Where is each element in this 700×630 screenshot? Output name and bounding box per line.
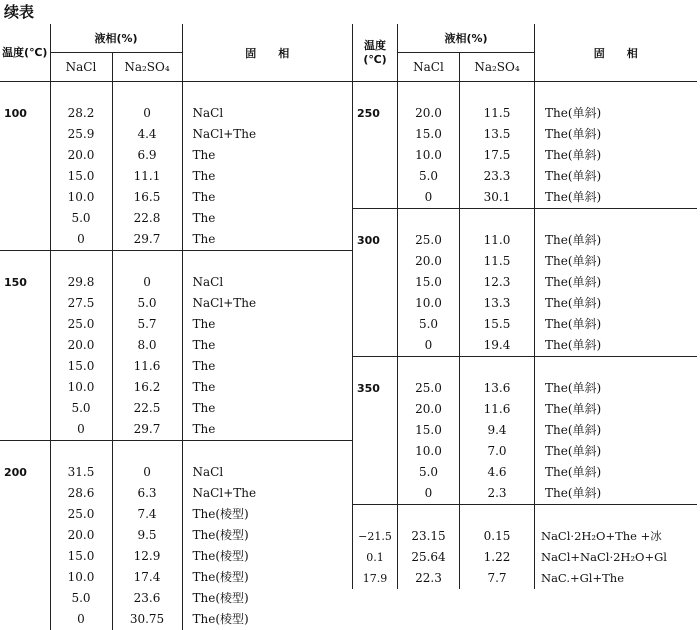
solid-phase-cell: The(单斜)	[535, 335, 697, 357]
nacl-cell: 25.9	[50, 124, 112, 145]
nacl-cell: 15.0	[398, 124, 460, 145]
table-row	[0, 314, 352, 335]
solid-phase-cell: The(单斜)	[535, 103, 697, 124]
header-liquid: 液相(%)	[398, 24, 535, 53]
solid-phase-cell: The(单斜)	[535, 166, 697, 187]
table-row	[353, 145, 697, 166]
table-row	[353, 462, 697, 483]
solid-phase-cell: The(单斜)	[535, 314, 697, 335]
table-row	[353, 547, 697, 568]
header-solid: 固 相	[182, 24, 352, 82]
nacl-cell: 0	[50, 609, 112, 630]
solid-phase-cell: The	[182, 314, 352, 335]
solid-phase-cell: The	[182, 187, 352, 208]
temp-cell: 300	[357, 234, 380, 247]
table-row	[0, 124, 352, 145]
table-row	[0, 356, 352, 377]
empty-cell	[353, 420, 398, 441]
na2so4-cell: 9.4	[460, 420, 535, 441]
spacer-cell	[182, 82, 352, 104]
solid-phase-cell: The	[182, 229, 352, 251]
table-row	[353, 526, 697, 547]
nacl-cell: 25.0	[50, 314, 112, 335]
solid-phase-cell: NaCl+The	[182, 124, 352, 145]
spacer-cell	[398, 505, 460, 527]
spacer-cell	[112, 251, 182, 273]
spacer-cell	[182, 441, 352, 463]
na2so4-cell: 2.3	[460, 483, 535, 505]
na2so4-cell: 0	[112, 103, 182, 124]
spacer-cell	[0, 251, 50, 273]
nacl-cell: 25.64	[398, 547, 460, 568]
empty-cell	[0, 377, 50, 398]
table-row	[353, 187, 697, 209]
nacl-cell: 23.15	[398, 526, 460, 547]
table-row	[353, 335, 697, 357]
na2so4-cell: 23.6	[112, 588, 182, 609]
spacer-cell	[50, 82, 112, 104]
na2so4-cell: 7.4	[112, 504, 182, 525]
solubility-table-right	[352, 24, 697, 589]
solid-phase-cell: The(单斜)	[535, 124, 697, 145]
header-na2so4: Na₂SO₄	[460, 53, 535, 82]
nacl-cell: 20.0	[50, 525, 112, 546]
solid-phase-cell: NaCl·2H₂O+The +冰	[535, 526, 697, 547]
table-row	[0, 377, 352, 398]
empty-cell	[0, 504, 50, 525]
nacl-cell: 0	[398, 335, 460, 357]
empty-cell	[353, 335, 398, 357]
solid-phase-cell: NaCl	[182, 462, 352, 483]
solid-phase-cell: The(单斜)	[535, 272, 697, 293]
empty-cell	[0, 145, 50, 166]
na2so4-cell: 0	[112, 272, 182, 293]
table-row	[0, 293, 352, 314]
na2so4-cell: 9.5	[112, 525, 182, 546]
nacl-cell: 20.0	[398, 103, 460, 124]
empty-cell	[353, 314, 398, 335]
empty-cell	[353, 272, 398, 293]
na2so4-cell: 30.75	[112, 609, 182, 630]
nacl-cell: 0	[50, 229, 112, 251]
table-row	[0, 419, 352, 441]
nacl-cell: 31.5	[50, 462, 112, 483]
empty-cell	[353, 124, 398, 145]
table-row	[353, 251, 697, 272]
na2so4-cell: 12.9	[112, 546, 182, 567]
solid-phase-cell: NaCl+NaCl·2H₂O+Gl	[535, 547, 697, 568]
nacl-cell: 20.0	[50, 335, 112, 356]
na2so4-cell: 4.6	[460, 462, 535, 483]
temp-cell: 17.9	[362, 572, 388, 585]
empty-cell	[0, 356, 50, 377]
solid-phase-cell: NaCl	[182, 103, 352, 124]
page-title: 续表	[4, 3, 35, 21]
nacl-cell: 0	[398, 483, 460, 505]
nacl-cell: 15.0	[50, 546, 112, 567]
table-row	[0, 145, 352, 166]
temp-cell: 150	[4, 276, 27, 289]
empty-cell	[353, 293, 398, 314]
spacer-cell	[353, 505, 398, 527]
spacer-cell	[112, 441, 182, 463]
empty-cell	[0, 314, 50, 335]
nacl-cell: 25.0	[398, 378, 460, 399]
table-row	[0, 166, 352, 187]
na2so4-cell: 22.5	[112, 398, 182, 419]
spacer-cell	[535, 209, 697, 231]
table-row	[353, 483, 697, 505]
na2so4-cell: 13.3	[460, 293, 535, 314]
solid-phase-cell: The(单斜)	[535, 399, 697, 420]
nacl-cell: 15.0	[50, 166, 112, 187]
table-row	[0, 567, 352, 588]
temp-cell: 250	[357, 107, 380, 120]
solid-phase-cell: The	[182, 208, 352, 229]
table-row	[353, 124, 697, 145]
solid-phase-cell: The(单斜)	[535, 420, 697, 441]
table-row	[353, 230, 697, 251]
table-row	[353, 103, 697, 124]
temp-cell: −21.5	[358, 530, 392, 543]
nacl-cell: 20.0	[50, 145, 112, 166]
solid-phase-cell: The(单斜)	[535, 145, 697, 166]
table-row	[353, 166, 697, 187]
solid-phase-cell: The	[182, 166, 352, 187]
na2so4-cell: 11.5	[460, 103, 535, 124]
header-liquid: 液相(%)	[50, 24, 182, 53]
empty-cell	[0, 546, 50, 567]
empty-cell	[0, 588, 50, 609]
solid-phase-cell: NaCl	[182, 272, 352, 293]
header-temp: 温度(℃)	[353, 24, 398, 82]
table-row	[0, 229, 352, 251]
solid-phase-cell: The(棱型)	[182, 567, 352, 588]
nacl-cell: 28.2	[50, 103, 112, 124]
na2so4-cell: 5.7	[112, 314, 182, 335]
na2so4-cell: 6.9	[112, 145, 182, 166]
spacer-cell	[535, 82, 697, 104]
table-row	[0, 483, 352, 504]
header-nacl: NaCl	[398, 53, 460, 82]
nacl-cell: 10.0	[398, 441, 460, 462]
nacl-cell: 5.0	[398, 314, 460, 335]
solubility-table-left	[0, 24, 352, 630]
na2so4-cell: 0.15	[460, 526, 535, 547]
solid-phase-cell: The(单斜)	[535, 441, 697, 462]
empty-cell	[353, 399, 398, 420]
empty-cell	[0, 229, 50, 251]
table-row	[0, 103, 352, 124]
table-row	[353, 420, 697, 441]
empty-cell	[0, 419, 50, 441]
header-na2so4: Na₂SO₄	[112, 53, 182, 82]
table-row	[0, 588, 352, 609]
na2so4-cell: 29.7	[112, 229, 182, 251]
table-row	[0, 398, 352, 419]
nacl-cell: 15.0	[50, 356, 112, 377]
na2so4-cell: 11.6	[460, 399, 535, 420]
solid-phase-cell: The(棱型)	[182, 504, 352, 525]
table-row	[0, 208, 352, 229]
solid-phase-cell: The(棱型)	[182, 609, 352, 630]
spacer-cell	[353, 82, 398, 104]
table-row	[0, 609, 352, 630]
empty-cell	[0, 208, 50, 229]
table-row	[353, 441, 697, 462]
na2so4-cell: 13.6	[460, 378, 535, 399]
solid-phase-cell: The(单斜)	[535, 187, 697, 209]
na2so4-cell: 4.4	[112, 124, 182, 145]
table-row	[353, 293, 697, 314]
nacl-cell: 15.0	[398, 272, 460, 293]
spacer-cell	[460, 209, 535, 231]
na2so4-cell: 17.4	[112, 567, 182, 588]
na2so4-cell: 7.7	[460, 568, 535, 589]
na2so4-cell: 23.3	[460, 166, 535, 187]
na2so4-cell: 22.8	[112, 208, 182, 229]
nacl-cell: 0	[398, 187, 460, 209]
nacl-cell: 27.5	[50, 293, 112, 314]
nacl-cell: 29.8	[50, 272, 112, 293]
solid-phase-cell: The(单斜)	[535, 230, 697, 251]
spacer-cell	[398, 357, 460, 379]
na2so4-cell: 6.3	[112, 483, 182, 504]
nacl-cell: 22.3	[398, 568, 460, 589]
table-row	[0, 504, 352, 525]
spacer-cell	[535, 505, 697, 527]
table-row	[0, 272, 352, 293]
nacl-cell: 25.0	[398, 230, 460, 251]
nacl-cell: 5.0	[398, 166, 460, 187]
nacl-cell: 5.0	[50, 398, 112, 419]
empty-cell	[353, 483, 398, 505]
nacl-cell: 10.0	[50, 187, 112, 208]
solid-phase-cell: The(棱型)	[182, 525, 352, 546]
spacer-cell	[50, 441, 112, 463]
solid-phase-cell: The	[182, 398, 352, 419]
empty-cell	[0, 567, 50, 588]
spacer-cell	[353, 357, 398, 379]
empty-cell	[353, 462, 398, 483]
na2so4-cell: 29.7	[112, 419, 182, 441]
table-row	[353, 314, 697, 335]
header-nacl: NaCl	[50, 53, 112, 82]
spacer-cell	[398, 82, 460, 104]
nacl-cell: 28.6	[50, 483, 112, 504]
temp-cell: 200	[4, 466, 27, 479]
solid-phase-cell: The(棱型)	[182, 588, 352, 609]
na2so4-cell: 0	[112, 462, 182, 483]
header-solid: 固 相	[535, 24, 697, 82]
na2so4-cell: 11.5	[460, 251, 535, 272]
spacer-cell	[460, 82, 535, 104]
spacer-cell	[50, 251, 112, 273]
table-row	[0, 187, 352, 208]
na2so4-cell: 11.6	[112, 356, 182, 377]
nacl-cell: 5.0	[50, 208, 112, 229]
solid-phase-cell: The(单斜)	[535, 378, 697, 399]
na2so4-cell: 11.0	[460, 230, 535, 251]
empty-cell	[353, 251, 398, 272]
solid-phase-cell: The	[182, 419, 352, 441]
empty-cell	[0, 483, 50, 504]
na2so4-cell: 1.22	[460, 547, 535, 568]
na2so4-cell: 7.0	[460, 441, 535, 462]
na2so4-cell: 11.1	[112, 166, 182, 187]
na2so4-cell: 8.0	[112, 335, 182, 356]
empty-cell	[0, 166, 50, 187]
nacl-cell: 10.0	[50, 567, 112, 588]
nacl-cell: 10.0	[398, 145, 460, 166]
table-row	[0, 462, 352, 483]
spacer-cell	[460, 505, 535, 527]
spacer-cell	[0, 82, 50, 104]
spacer-cell	[182, 251, 352, 273]
empty-cell	[353, 166, 398, 187]
spacer-cell	[398, 209, 460, 231]
spacer-cell	[0, 441, 50, 463]
na2so4-cell: 30.1	[460, 187, 535, 209]
nacl-cell: 15.0	[398, 420, 460, 441]
solid-phase-cell: The(棱型)	[182, 546, 352, 567]
header-temp: 温度(℃)	[0, 24, 50, 82]
empty-cell	[0, 525, 50, 546]
solid-phase-cell: The(单斜)	[535, 483, 697, 505]
solid-phase-cell: NaC.+Gl+The	[535, 568, 697, 589]
table-row	[353, 568, 697, 589]
temp-cell: 0.1	[366, 551, 384, 564]
empty-cell	[0, 124, 50, 145]
solid-phase-cell: The(单斜)	[535, 251, 697, 272]
solid-phase-cell: The(单斜)	[535, 462, 697, 483]
na2so4-cell: 16.2	[112, 377, 182, 398]
empty-cell	[0, 609, 50, 630]
nacl-cell: 10.0	[50, 377, 112, 398]
spacer-cell	[460, 357, 535, 379]
empty-cell	[0, 293, 50, 314]
table-row	[0, 546, 352, 567]
solid-phase-cell: NaCl+The	[182, 483, 352, 504]
spacer-cell	[112, 82, 182, 104]
solid-phase-cell: The	[182, 335, 352, 356]
spacer-cell	[353, 209, 398, 231]
empty-cell	[0, 187, 50, 208]
na2so4-cell: 15.5	[460, 314, 535, 335]
spacer-cell	[535, 357, 697, 379]
empty-cell	[0, 335, 50, 356]
solid-phase-cell: The	[182, 377, 352, 398]
temp-cell: 350	[357, 382, 380, 395]
na2so4-cell: 17.5	[460, 145, 535, 166]
empty-cell	[353, 187, 398, 209]
solid-phase-cell: The(单斜)	[535, 293, 697, 314]
nacl-cell: 10.0	[398, 293, 460, 314]
table-row	[0, 525, 352, 546]
nacl-cell: 0	[50, 419, 112, 441]
temp-cell: 100	[4, 107, 27, 120]
table-row	[353, 272, 697, 293]
nacl-cell: 5.0	[50, 588, 112, 609]
solid-phase-cell: The	[182, 356, 352, 377]
solid-phase-cell: NaCl+The	[182, 293, 352, 314]
na2so4-cell: 5.0	[112, 293, 182, 314]
nacl-cell: 20.0	[398, 399, 460, 420]
empty-cell	[0, 398, 50, 419]
table-row	[353, 399, 697, 420]
table-row	[0, 335, 352, 356]
table-row	[353, 378, 697, 399]
solid-phase-cell: The	[182, 145, 352, 166]
na2so4-cell: 19.4	[460, 335, 535, 357]
empty-cell	[353, 441, 398, 462]
nacl-cell: 20.0	[398, 251, 460, 272]
na2so4-cell: 16.5	[112, 187, 182, 208]
nacl-cell: 25.0	[50, 504, 112, 525]
na2so4-cell: 12.3	[460, 272, 535, 293]
na2so4-cell: 13.5	[460, 124, 535, 145]
nacl-cell: 5.0	[398, 462, 460, 483]
empty-cell	[353, 145, 398, 166]
